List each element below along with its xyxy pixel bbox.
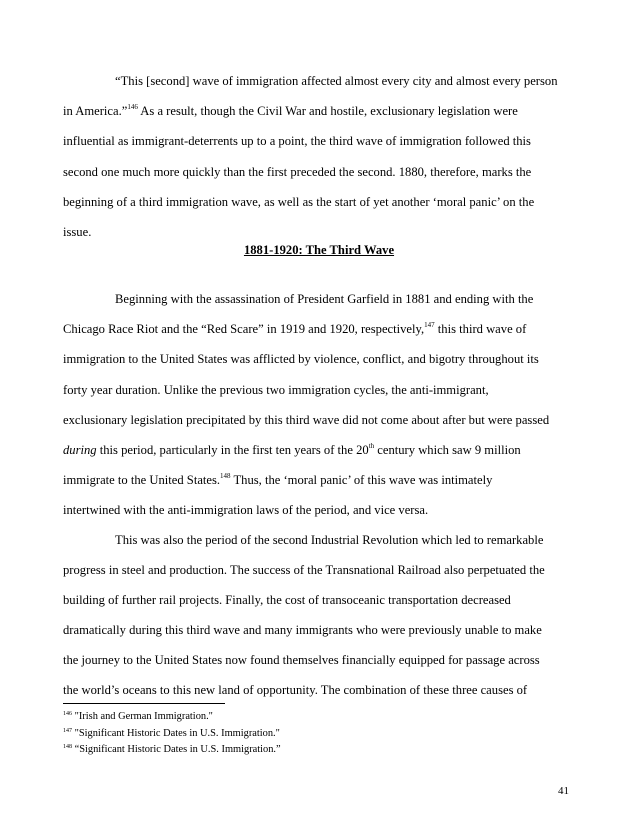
body-line: during this period, particularly in the first ten years of the 20th century which saw 9 million [63, 442, 521, 457]
body-line: exclusionary legislation precipitated by this third wave did not come about after but were passed [63, 413, 550, 427]
body-line: issue. [63, 225, 92, 239]
body-line: intertwined with the anti-immigration laws of the period, and vice versa. [63, 503, 429, 517]
body-line: “This [second] wave of immigration affected almost every city and almost every person [115, 74, 558, 88]
page-number: 41 [558, 785, 569, 797]
body-line: building of further rail projects. Finally, the cost of transoceanic transportation decreased [63, 593, 511, 607]
body-line: dramatically during this third wave and many immigrants who were previously unable to make [63, 623, 542, 637]
footnote: $^{146}$ "Irish and German Immigration." [63, 711, 213, 722]
body-line: immigrate to the United States.$^{148}$ Thus, the ‘moral panic’ of this wave was intimately [63, 472, 493, 487]
body-line: This was also the period of the second Industrial Revolution which led to remarkable [115, 533, 544, 547]
section-heading: 1881-1920: The Third Wave [243, 243, 395, 257]
body-line: progress in steel and production. The success of the Transnational Railroad also perpetuated the [63, 563, 545, 577]
ordinal-suffix: th [368, 442, 375, 450]
body-line: the world’s oceans to this new land of opportunity. The combination of these three causes of [63, 683, 528, 697]
body-line: Beginning with the assassination of President Garfield in 1881 and ending with the [115, 292, 534, 306]
body-line: Chicago Race Riot and the “Red Scare” in 1919 and 1920, respectively,$^{147}$ this third wave of [63, 321, 527, 336]
body-line: immigration to the United States was afflicted by violence, conflict, and bigotry throughout its [63, 352, 539, 366]
footnote: $^{148}$ “Significant Historic Dates in U.S. Immigration.” [63, 744, 281, 755]
footnote-separator [63, 703, 225, 704]
body-line: the journey to the United States now found themselves financially equipped for passage across [63, 653, 540, 667]
body-line: beginning of a third immigration wave, as well as the start of yet another ‘moral panic’ on the [63, 195, 535, 209]
body-line: forty year duration. Unlike the previous two immigration cycles, the anti-immigrant, [63, 383, 489, 397]
footnote-ref: 147 [424, 321, 435, 329]
body-line: in America.”$^{146}$ As a result, though the Civil War and hostile, exclusionary legislation were [63, 103, 518, 118]
footnote-ref: 146 [127, 103, 138, 111]
body-line: influential as immigrant-deterrents up to a point, the third wave of immigration followed this [63, 134, 531, 148]
footnote-ref: 148 [220, 472, 231, 480]
body-line: second one much more quickly than the first preceded the second. 1880, therefore, marks the [63, 165, 532, 179]
footnote: $^{147}$ "Significant Historic Dates in U.S. Immigration." [63, 728, 280, 739]
